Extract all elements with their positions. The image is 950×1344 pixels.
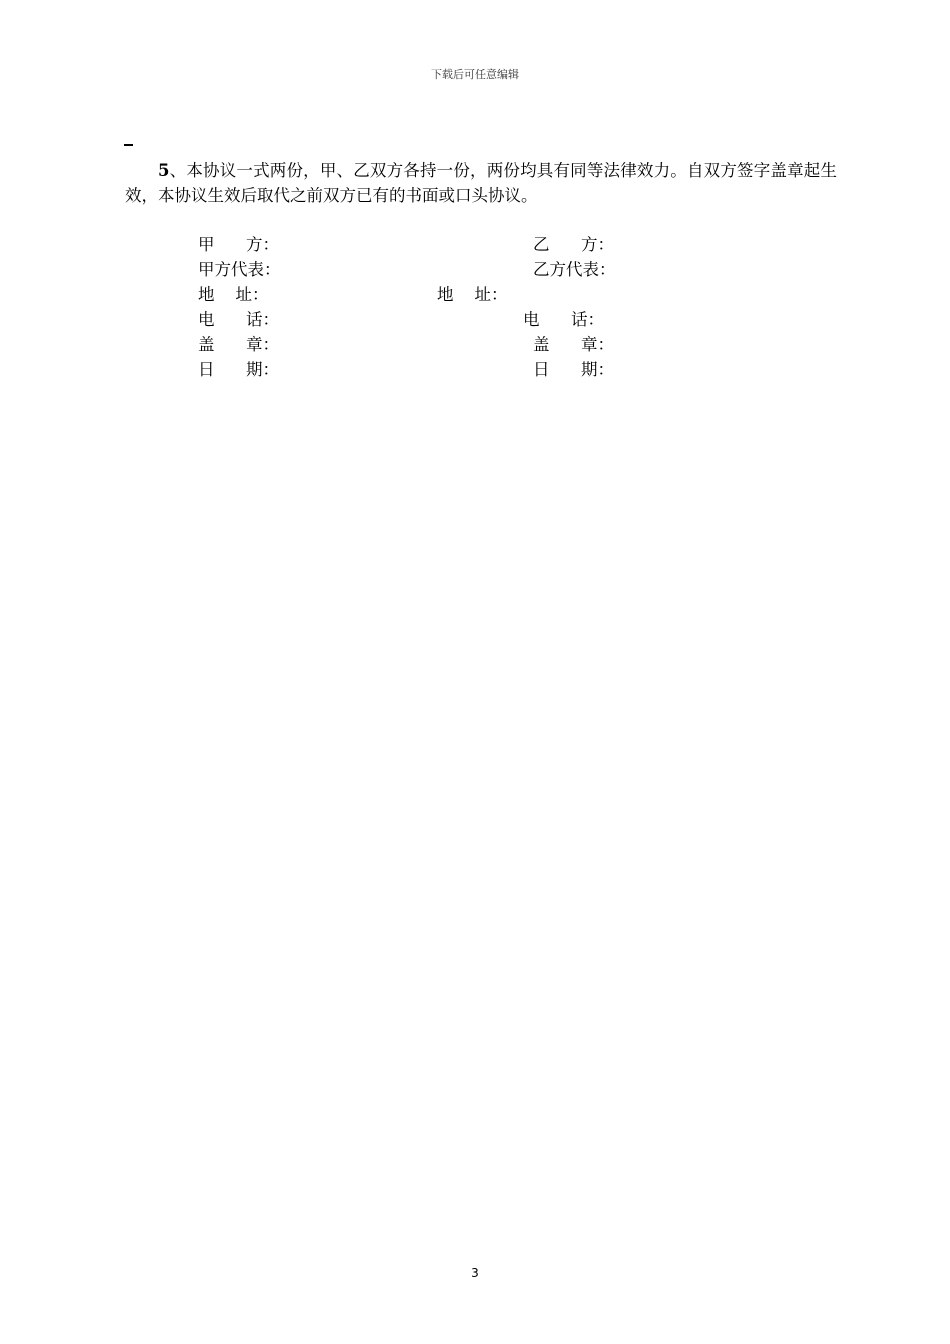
page-header: 下载后可任意编辑 [431,68,519,81]
party-a-seal-label: 盖 章： [198,335,279,354]
party-b-seal-label: 盖 章： [533,335,614,354]
clause-5-paragraph [125,158,837,208]
party-a-representative-label: 甲方代表： [198,260,281,279]
clause-number: 5 [158,161,170,180]
party-b-date-label: 日 期： [533,360,614,379]
party-b-phone-label: 电 话： [523,310,604,329]
party-a-label: 甲 方： [198,235,279,254]
party-a-phone-label: 电 话： [198,310,279,329]
party-a-address-label: 地 址： [198,285,269,304]
party-b-representative-label: 乙方代表： [533,260,616,279]
clause-text: 、本协议一式两份，甲、乙双方各持一份，两份均具有同等法律效力。自双方签字盖章起生效，本协议生效后取代之前双方已有的书面或口头协议。 [125,161,837,205]
dash-mark [124,144,133,146]
party-b-label: 乙 方： [533,235,614,254]
page-number: 3 [471,1266,479,1280]
party-b-address-label: 地 址： [437,285,508,304]
party-a-date-label: 日 期： [198,360,279,379]
